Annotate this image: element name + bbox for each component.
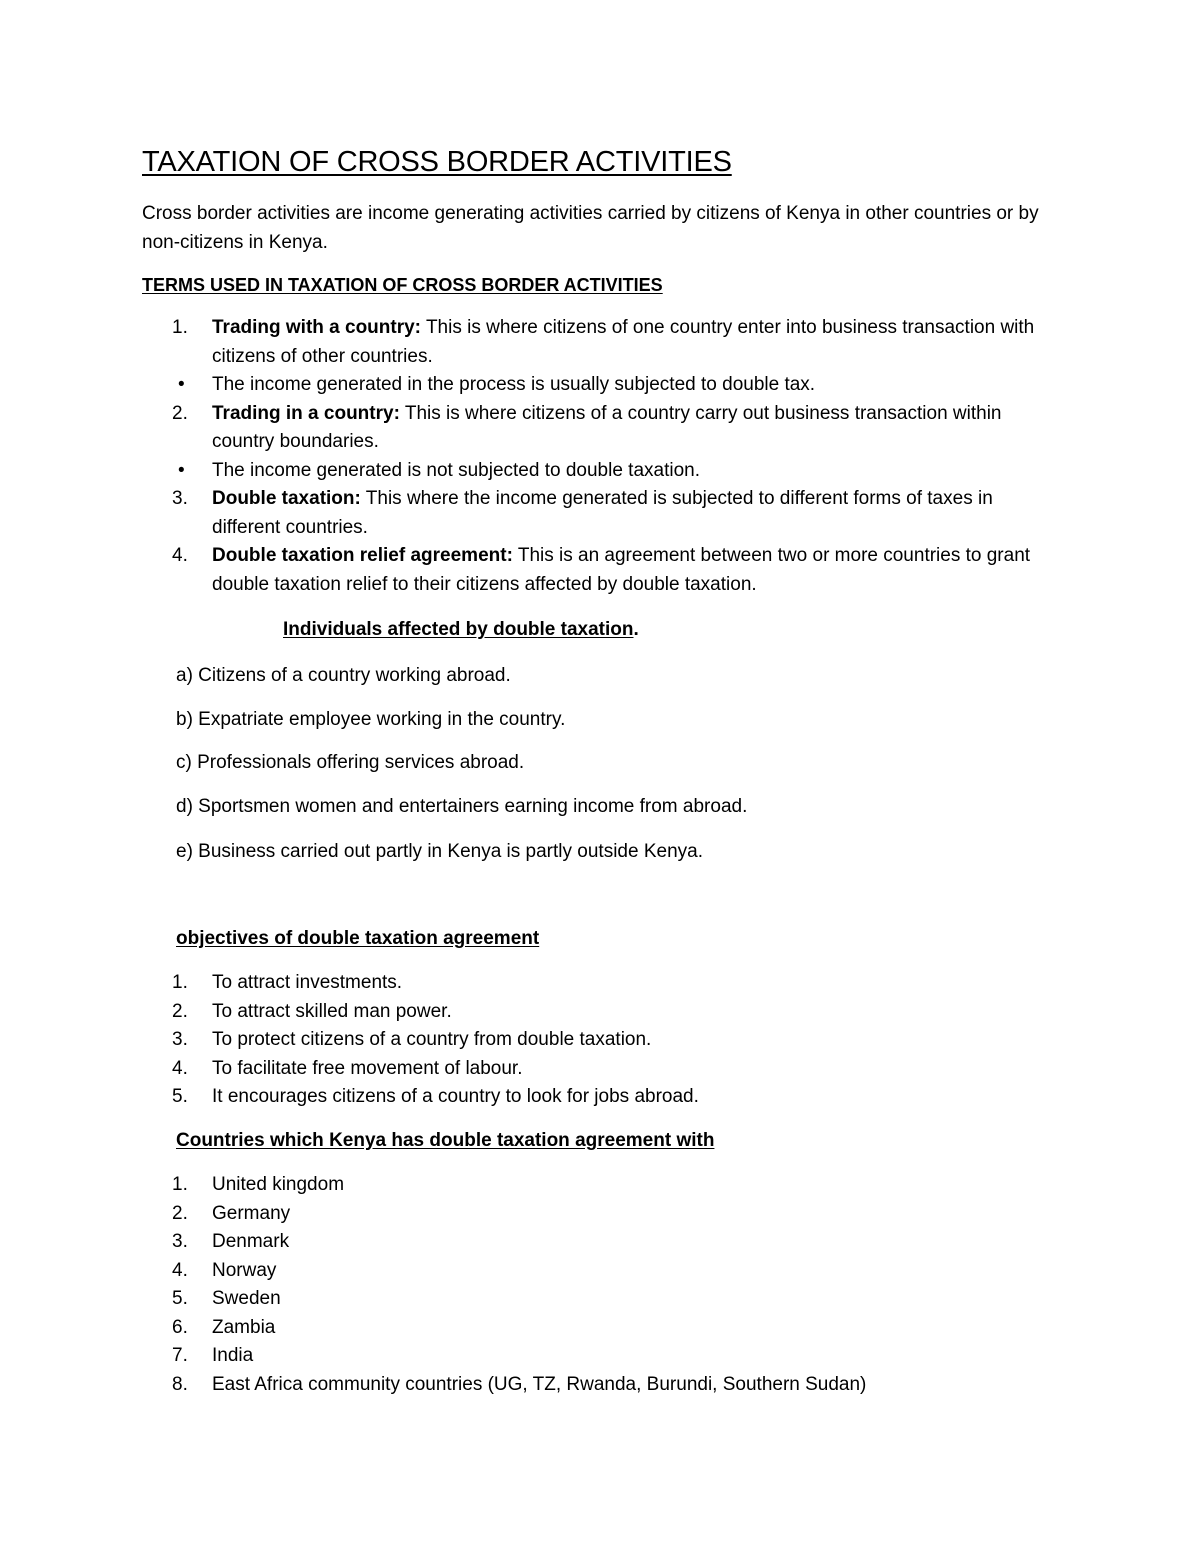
terms-item [142,314,1042,371]
terms-item [142,457,1042,486]
list-marker: 4. [172,545,188,566]
term-definition: This is where citizens of a country carry out business transaction within country boundaries. [212,402,1002,452]
country-item [142,1342,1042,1371]
term-label: Trading in a country: [212,402,400,424]
heading-period: . [633,619,639,640]
country-name: Zambia [212,1316,276,1338]
term-definition: This is an agreement between two or more countries to grant double taxation relief to their citizens affected by double taxation. [212,545,1031,595]
list-marker: 1. [172,1174,188,1195]
terms-list [142,314,1042,599]
list-marker: 2. [172,402,188,424]
list-marker: 8. [172,1373,188,1395]
list-marker: 1. [172,317,188,338]
individual-item-c: c) Professionals offering services abroad. [176,752,525,773]
country-name: East Africa community countries (UG, TZ, Rwanda, Burundi, Southern Sudan) [212,1373,867,1395]
objective-text: To facilitate free movement of labour. [212,1057,523,1079]
list-marker: 4. [172,1259,188,1281]
bullet-marker: • [178,374,185,395]
list-marker: 7. [172,1345,188,1366]
term-note: The income generated is not subjected to double taxation. [212,459,700,481]
list-marker: 4. [172,1057,188,1079]
objectives-heading: objectives of double taxation agreement [176,928,540,949]
country-name: India [212,1345,254,1366]
term-note: The income generated in the process is usually subjected to double tax. [212,374,816,395]
term-label: Double taxation relief agreement: [212,545,513,566]
individual-item-e: e) Business carried out partly in Kenya is partly outside Kenya. [176,841,703,862]
intro-paragraph: Cross border activities are income generating activities carried by citizens of Kenya in other countries or by non-citizens in Kenya. [142,203,1039,253]
individuals-heading-text: Individuals affected by double taxation [283,619,634,640]
country-name: Germany [212,1202,291,1224]
countries-heading: Countries which Kenya has double taxation agreement with [176,1130,715,1151]
country-name: Norway [212,1259,277,1281]
country-item [142,1200,1042,1229]
individual-item-a: a) Citizens of a country working abroad. [176,665,511,686]
term-label: Trading with a country: [212,317,422,338]
countries-list [142,1171,1042,1399]
terms-item [142,371,1042,400]
term-label: Double taxation: [212,488,361,509]
term-definition: This where the income generated is subjected to different forms of taxes in different countries. [212,488,993,538]
list-marker: 3. [172,1231,188,1252]
term-definition: This is where citizens of one country enter into business transaction with citizens of other countries. [212,317,1035,367]
objective-text: To attract skilled man power. [212,1000,452,1022]
objective-text: To protect citizens of a country from double taxation. [212,1029,652,1050]
individual-item-b: b) Expatriate employee working in the country. [176,709,566,730]
country-item [142,1314,1042,1343]
individuals-heading [283,618,639,642]
country-name: Denmark [212,1231,290,1252]
list-marker: 6. [172,1316,188,1338]
terms-heading: TERMS USED IN TAXATION OF CROSS BORDER ACTIVITIES [142,275,663,295]
country-item [142,1171,1042,1200]
country-name: Sweden [212,1288,281,1309]
list-marker: 5. [172,1288,188,1309]
list-marker: 5. [172,1086,188,1107]
objective-item [142,1055,1042,1084]
objectives-list [142,969,1042,1112]
country-item [142,1257,1042,1286]
list-marker: 2. [172,1000,188,1022]
country-item [142,1285,1042,1314]
country-name: United kingdom [212,1174,345,1195]
objective-text: It encourages citizens of a country to look for jobs abroad. [212,1086,699,1107]
terms-item [142,400,1042,457]
bullet-marker: • [178,459,185,481]
objective-item [142,1026,1042,1055]
terms-item [142,542,1042,599]
list-marker: 3. [172,1029,188,1050]
objective-item [142,1083,1042,1112]
individual-item-d: d) Sportsmen women and entertainers earning income from abroad. [176,796,748,817]
list-marker: 3. [172,488,188,509]
list-marker: 2. [172,1202,188,1224]
terms-item [142,485,1042,542]
objective-text: To attract investments. [212,972,403,993]
objective-item [142,998,1042,1027]
country-item [142,1228,1042,1257]
objective-item [142,969,1042,998]
document-title: TAXATION OF CROSS BORDER ACTIVITIES [142,146,732,178]
list-marker: 1. [172,972,188,993]
country-item [142,1371,1042,1400]
